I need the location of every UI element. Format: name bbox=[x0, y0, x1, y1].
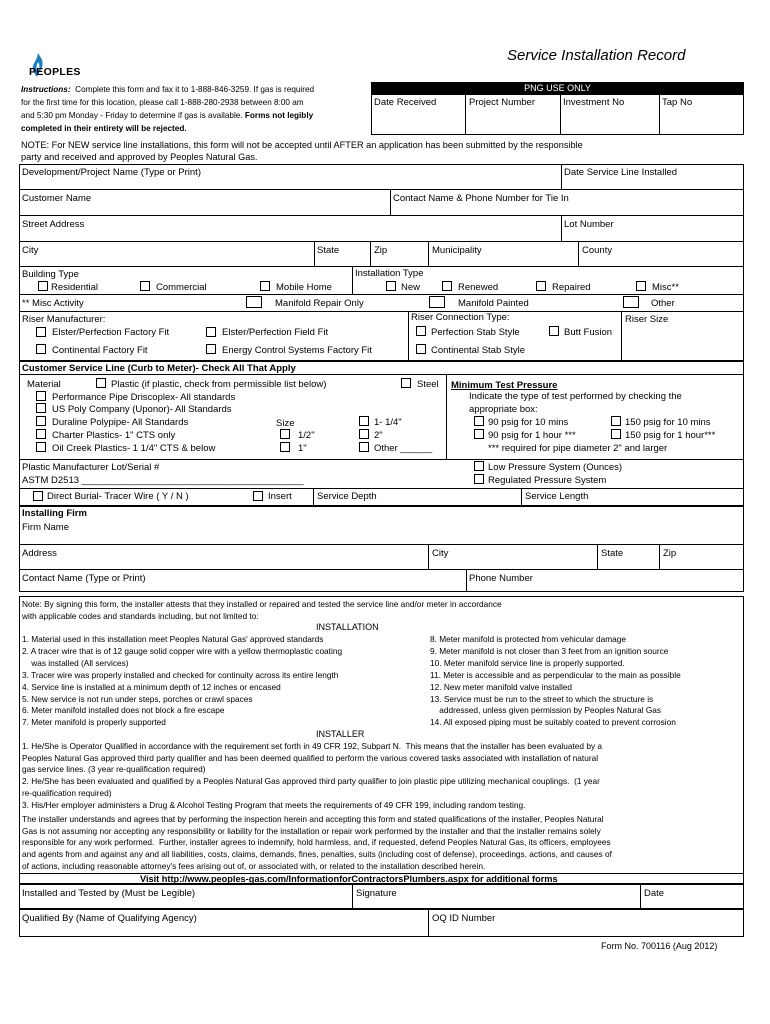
instructions-line-2: for the first time for this location, please call 1-888-280-2938 between 8:00 am bbox=[21, 98, 304, 107]
residential-checkbox[interactable] bbox=[38, 281, 48, 291]
steel-label: Steel bbox=[417, 379, 439, 390]
installation-item: 2. A tracer wire that is of 12 gauge solid copper wire with a yellow thermoplastic coating bbox=[22, 645, 343, 656]
installation-item: 10. Meter manifold service line is properly supported. bbox=[430, 657, 625, 668]
min-test-pressure-label: Minimum Test Pressure bbox=[451, 380, 558, 391]
firm-phone-field[interactable]: Phone Number bbox=[469, 573, 533, 584]
attest-note-1: Note: By signing this form, the installer attests that they installed or repaired and tested the service line and/or meter in accordance bbox=[22, 599, 502, 609]
indicate-line-2: appropriate box: bbox=[469, 404, 538, 415]
plastic-lot-field[interactable]: Plastic Manufacturer Lot/Serial # bbox=[22, 462, 160, 473]
size-other-label: Other ______ bbox=[374, 443, 433, 454]
regulated-label: Regulated Pressure System bbox=[488, 475, 607, 486]
size-two-checkbox[interactable] bbox=[359, 429, 369, 439]
city-field[interactable]: City bbox=[22, 245, 39, 256]
state-field[interactable]: State bbox=[317, 245, 340, 256]
date-installed-field[interactable]: Date Service Line Installed bbox=[564, 167, 678, 178]
elster-factory-label: Elster/Perfection Factory Fit bbox=[52, 327, 170, 338]
installer-item: 2. He/She has been evaluated and qualified by a Peoples Natural Gas approved third party qualifier to join plastic pipe utilizing mechanical couplings. (1 year bbox=[22, 776, 600, 787]
misc-label: Misc** bbox=[652, 282, 679, 293]
manifold-painted-label: Manifold Painted bbox=[458, 298, 529, 309]
street-address-field[interactable]: Street Address bbox=[22, 219, 85, 230]
size-one-label: 1" bbox=[298, 443, 307, 454]
new-checkbox[interactable] bbox=[386, 281, 396, 291]
installation-item: 11. Meter is accessible and as perpendicular to the main as possible bbox=[430, 669, 681, 680]
size-two-label: 2" bbox=[374, 430, 383, 441]
charter-checkbox[interactable] bbox=[36, 429, 46, 439]
low-pressure-checkbox[interactable] bbox=[474, 461, 484, 471]
material-label: Material bbox=[27, 379, 61, 390]
development-field[interactable]: Development/Project Name (Type or Print) bbox=[22, 167, 201, 178]
installer-item: gas service lines. (3 year re-qualification required) bbox=[22, 764, 206, 775]
installer-item: re-qualification required) bbox=[22, 787, 112, 798]
size-half-label: 1/2" bbox=[298, 430, 315, 441]
service-length-field[interactable]: Service Length bbox=[525, 491, 589, 502]
installation-item: 1. Material used in this installation meet Peoples Natural Gas' approved standards bbox=[22, 634, 324, 644]
installation-item: 9. Meter manifold is not closer than 3 feet from an ignition source bbox=[430, 645, 669, 656]
mobile-home-label: Mobile Home bbox=[276, 282, 332, 293]
firm-state-field[interactable]: State bbox=[601, 548, 624, 559]
misc-activity-label: ** Misc Activity bbox=[22, 298, 84, 309]
installation-item: 3. Tracer wire was properly installed and checked for continuity across its entire length bbox=[22, 669, 339, 680]
butt-fusion-checkbox[interactable] bbox=[549, 326, 559, 336]
oq-id-field[interactable]: OQ ID Number bbox=[432, 913, 496, 924]
liability-line: Gas is not assuming nor accepting any responsibility or liability for the installation or repair work performed by the installer and that the installer remains solely bbox=[22, 825, 601, 836]
county-field[interactable]: County bbox=[582, 245, 613, 256]
elster-field-label: Elster/Perfection Field Fit bbox=[222, 327, 329, 338]
installation-item: 6. Meter manifold installed does not block a fire escape bbox=[22, 705, 225, 716]
direct-burial-label: Direct Burial- Tracer Wire ( Y / N ) bbox=[47, 491, 189, 502]
lot-number-field[interactable]: Lot Number bbox=[564, 219, 614, 230]
size-half-checkbox[interactable] bbox=[280, 429, 290, 439]
installing-firm-heading: Installing Firm bbox=[22, 508, 87, 519]
psig-90-1h-label: 90 psig for 1 hour *** bbox=[488, 430, 576, 441]
repaired-checkbox[interactable] bbox=[536, 281, 546, 291]
signature-field[interactable]: Signature bbox=[356, 888, 397, 899]
service-depth-field[interactable]: Service Depth bbox=[317, 491, 377, 502]
size-one-quarter-label: 1- 1/4" bbox=[374, 417, 402, 428]
tap-no-field[interactable]: Tap No bbox=[662, 97, 693, 108]
oil-creek-checkbox[interactable] bbox=[36, 442, 46, 452]
manifold-repair-checkbox[interactable] bbox=[246, 296, 262, 308]
liability-line: and agents from and against any and all liabilities, costs, claims, demands, fines, penalties, suits (including cost of defense), proceedings, actions, and causes of bbox=[22, 849, 612, 860]
psig-150-1h-label: 150 psig for 1 hour*** bbox=[625, 430, 716, 441]
form-number: Form No. 700116 (Aug 2012) bbox=[601, 941, 718, 951]
plastic-checkbox[interactable] bbox=[96, 378, 106, 388]
indicate-line-1: Indicate the type of test performed by checking the bbox=[469, 391, 682, 402]
installation-item: 14. All exposed piping must be suitably coated to prevent corrosion bbox=[430, 717, 676, 728]
note-line-1: NOTE: For NEW service line installations, this form will not be accepted until AFTER an application has been submitted by the responsible bbox=[21, 140, 583, 150]
connection-type-label: Riser Connection Type: bbox=[411, 312, 510, 323]
instructions-line-4: completed in their entirety will be rejected. bbox=[21, 124, 187, 133]
date-field[interactable]: Date bbox=[644, 888, 665, 899]
astm-field[interactable]: ASTM D2513 __________________________________________ bbox=[22, 475, 304, 486]
qualified-by-field[interactable]: Qualified By (Name of Qualifying Agency) bbox=[22, 913, 197, 924]
instructions-label: Instructions: bbox=[21, 85, 71, 94]
installation-item: 12. New meter manifold valve installed bbox=[430, 681, 573, 692]
psig-90-10-label: 90 psig for 10 mins bbox=[488, 417, 569, 428]
firm-contact-field[interactable]: Contact Name (Type or Print) bbox=[22, 573, 146, 584]
instructions-line-3: and 5:30 pm Monday - Friday to determine if gas is available. bbox=[21, 111, 245, 120]
commercial-checkbox[interactable] bbox=[140, 281, 150, 291]
low-pressure-label: Low Pressure System (Ounces) bbox=[488, 462, 623, 473]
regulated-checkbox[interactable] bbox=[474, 474, 484, 484]
steel-checkbox[interactable] bbox=[401, 378, 411, 388]
png-use-title: PNG USE ONLY bbox=[524, 83, 591, 93]
energy-control-checkbox[interactable] bbox=[206, 344, 216, 354]
continental-factory-label: Continental Factory Fit bbox=[52, 345, 148, 356]
perf-pipe-label: Performance Pipe Driscoplex- All standards bbox=[52, 392, 236, 403]
new-label: New bbox=[401, 282, 421, 293]
plastic-label: Plastic (if plastic, check from permissible list below) bbox=[111, 379, 327, 390]
duraline-label: Duraline Polypipe- All Standards bbox=[52, 417, 189, 428]
investment-no-field[interactable]: Investment No bbox=[563, 97, 625, 108]
installer-item: 1. He/She is Operator Qualified in accordance with the requirement set forth in 49 CFR 192, Subpart N. This means that the installer has been evaluated by a bbox=[22, 741, 603, 751]
liability-line: The installer understands and agrees that by performing the inspection herein and accepting this form and stated qualifications of the installer, Peoples Natural bbox=[22, 814, 604, 824]
instructions-line-1: Complete this form and fax it to 1-888-846-3259. If gas is required bbox=[75, 85, 315, 94]
size-other-checkbox[interactable] bbox=[359, 442, 369, 452]
attest-note-2: with applicable codes and standards including, but not limited to: bbox=[22, 611, 259, 621]
psig-90-1h-checkbox[interactable] bbox=[474, 429, 484, 439]
installation-type-label: Installation Type bbox=[355, 268, 424, 279]
size-one-checkbox[interactable] bbox=[280, 442, 290, 452]
charter-label: Charter Plastics- 1" CTS only bbox=[52, 430, 176, 441]
zip-field[interactable]: Zip bbox=[374, 245, 388, 256]
oil-creek-label: Oil Creek Plastics- 1 1/4" CTS & below bbox=[52, 443, 216, 454]
riser-manufacturer-label: Riser Manufacturer: bbox=[22, 314, 106, 325]
instructions-warning: Forms not legibly bbox=[244, 111, 314, 120]
installer-heading: INSTALLER bbox=[316, 729, 365, 739]
required-note: *** required for pipe diameter 2" and larger bbox=[488, 443, 668, 454]
elster-field-checkbox[interactable] bbox=[206, 327, 216, 337]
renewed-checkbox[interactable] bbox=[442, 281, 452, 291]
liability-line: of actions, including reasonable attorney's fees arising out of, or associated with, or related to the installation described herein. bbox=[22, 860, 486, 871]
service-line-heading: Customer Service Line (Curb to Meter)- Check All That Apply bbox=[22, 363, 296, 374]
installation-item: 13. Service must be run to the street to which the structure is bbox=[430, 693, 654, 704]
continental-factory-checkbox[interactable] bbox=[36, 344, 46, 354]
us-poly-label: US Poly Company (Uponor)- All Standards bbox=[52, 404, 232, 415]
page-title: Service Installation Record bbox=[507, 47, 686, 64]
psig-150-1h-checkbox[interactable] bbox=[611, 429, 621, 439]
continental-stab-checkbox[interactable] bbox=[416, 344, 426, 354]
logo-text: PEOPLES bbox=[29, 66, 81, 78]
installation-item: was installed (All services) bbox=[22, 657, 129, 668]
perf-pipe-checkbox[interactable] bbox=[36, 391, 46, 401]
installation-item: 8. Meter manifold is protected from vehicular damage bbox=[430, 634, 626, 644]
riser-size-field[interactable]: Riser Size bbox=[625, 314, 669, 325]
customer-name-field[interactable]: Customer Name bbox=[22, 193, 92, 204]
firm-address-field[interactable]: Address bbox=[22, 548, 57, 559]
renewed-label: Renewed bbox=[458, 282, 499, 293]
size-label: Size bbox=[276, 418, 295, 429]
date-received-field[interactable]: Date Received bbox=[374, 97, 437, 108]
perfection-stab-label: Perfection Stab Style bbox=[431, 327, 520, 338]
direct-burial-checkbox[interactable] bbox=[33, 491, 43, 501]
note-line-2: party and received and approved by Peoples Natural Gas. bbox=[21, 152, 258, 162]
insert-label: Insert bbox=[268, 491, 292, 502]
firm-city-field[interactable]: City bbox=[432, 548, 449, 559]
continental-stab-label: Continental Stab Style bbox=[431, 345, 526, 356]
misc-checkbox[interactable] bbox=[636, 281, 646, 291]
psig-150-10-checkbox[interactable] bbox=[611, 416, 621, 426]
other-label: Other bbox=[651, 298, 675, 309]
firm-zip-field[interactable]: Zip bbox=[663, 548, 677, 559]
firm-name-field[interactable]: Firm Name bbox=[22, 522, 69, 533]
us-poly-checkbox[interactable] bbox=[36, 403, 46, 413]
residential-label: Residential bbox=[51, 282, 98, 293]
peoples-logo bbox=[26, 52, 106, 80]
energy-control-label: Energy Control Systems Factory Fit bbox=[222, 345, 372, 356]
installed-by-field[interactable]: Installed and Tested by (Must be Legible) bbox=[22, 888, 196, 899]
duraline-checkbox[interactable] bbox=[36, 416, 46, 426]
psig-90-10-checkbox[interactable] bbox=[474, 416, 484, 426]
visit-link[interactable]: Visit http://www.peoples-gas.com/InformationforContractorsPlumbers.aspx for additional forms bbox=[140, 874, 558, 884]
psig-150-10-label: 150 psig for 10 mins bbox=[625, 417, 711, 428]
manifold-painted-checkbox[interactable] bbox=[429, 296, 445, 308]
repaired-label: Repaired bbox=[552, 282, 591, 293]
other-checkbox[interactable] bbox=[623, 296, 639, 308]
installation-item: 4. Service line is installed at a minimum depth of 12 inches or encased bbox=[22, 681, 281, 692]
installer-item: Peoples Natural Gas approved third party qualifier and has been deemed qualified to perform the various covered tasks associated with installation of natural bbox=[22, 752, 599, 763]
butt-fusion-label: Butt Fusion bbox=[564, 327, 613, 338]
building-type-label: Building Type bbox=[22, 269, 79, 280]
installation-item: addressed, unless given permission by Peoples Natural Gas bbox=[430, 705, 662, 716]
installer-item: 3. His/Her employer administers a Drug & Alcohol Testing Program that meets the requirements of 49 CFR 199, including random testing. bbox=[22, 799, 526, 810]
liability-line: responsible for any work performed. Further, installer agrees to indemnify, hold harmless, and, if requested, defend Peoples Natural Gas, its officers, employees bbox=[22, 837, 611, 848]
commercial-label: Commercial bbox=[156, 282, 207, 293]
project-number-field[interactable]: Project Number bbox=[469, 97, 535, 108]
insert-checkbox[interactable] bbox=[253, 491, 263, 501]
manifold-repair-label: Manifold Repair Only bbox=[275, 298, 364, 309]
elster-factory-checkbox[interactable] bbox=[36, 327, 46, 337]
installation-item: 7. Meter manifold is properly supported bbox=[22, 717, 166, 728]
municipality-field[interactable]: Municipality bbox=[432, 245, 482, 256]
installation-item: 5. New service is not run under steps, porches or crawl spaces bbox=[22, 693, 253, 704]
perfection-stab-checkbox[interactable] bbox=[416, 326, 426, 336]
size-one-quarter-checkbox[interactable] bbox=[359, 416, 369, 426]
mobile-home-checkbox[interactable] bbox=[260, 281, 270, 291]
installation-heading: INSTALLATION bbox=[316, 622, 379, 632]
contact-tie-in-field[interactable]: Contact Name & Phone Number for Tie In bbox=[393, 193, 569, 204]
